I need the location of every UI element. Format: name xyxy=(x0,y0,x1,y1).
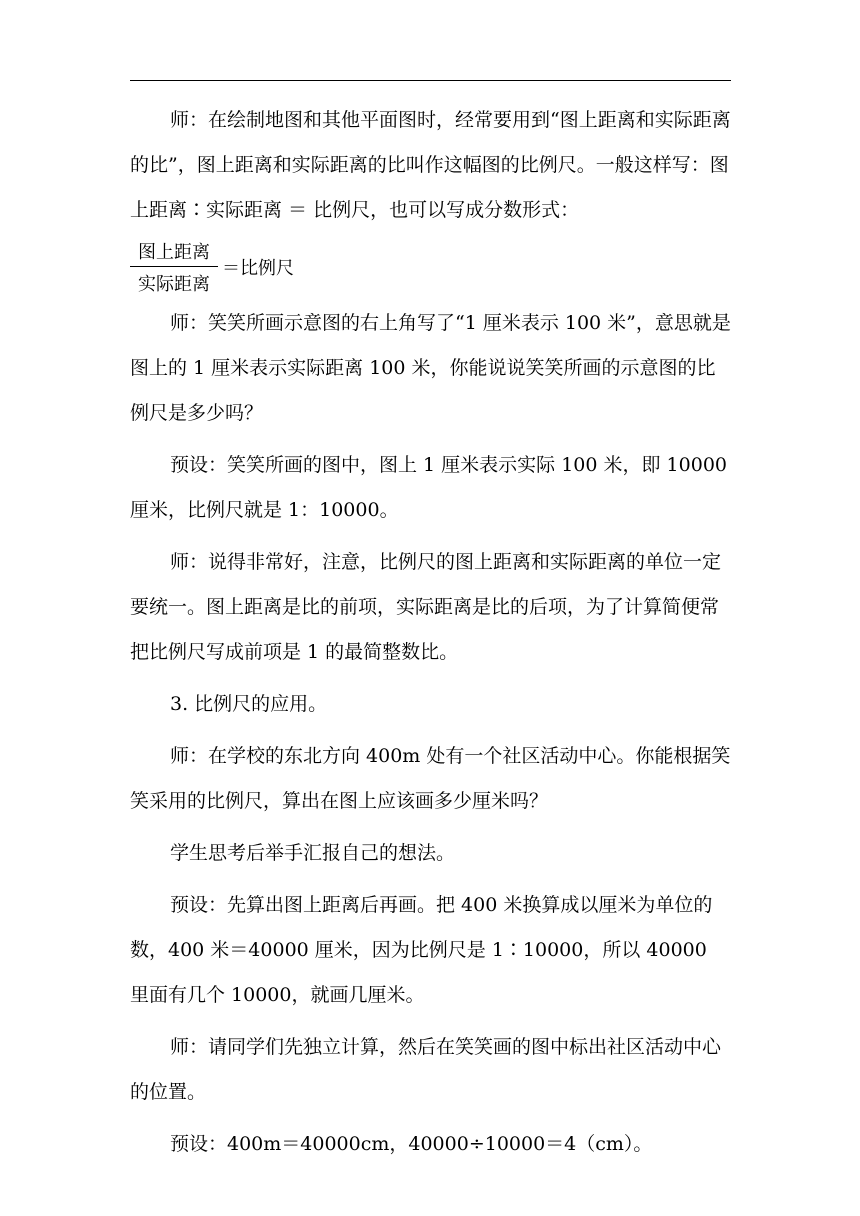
paragraph: 预设：400m＝40000cm，40000÷10000＝4（cm）。 xyxy=(170,1133,653,1155)
formula-result: ＝比例尺 xyxy=(222,258,294,279)
scale-formula xyxy=(130,238,731,296)
header-rule xyxy=(130,80,731,81)
document-body xyxy=(130,98,731,1174)
paragraph: 预设：笑笑所画的图中，图上 1 厘米表示实际 100 米，即 10000 厘米，比例尺就是 1：10000。 xyxy=(130,454,727,521)
paragraph: 师：在绘制地图和其他平面图时，经常要用到“图上距离和实际距离的比”，图上距离和实际距离的比叫作这幅图的比例尺。一般这样写：图上距离∶实际距离 ＝ 比例尺，也可以写成分数形式： xyxy=(130,109,731,221)
paragraph: 师：请同学们先独立计算，然后在笑笑画的图中标出社区活动中心的位置。 xyxy=(130,1036,722,1103)
paragraph: 学生思考后举手汇报自己的想法。 xyxy=(170,842,456,864)
paragraph: 师：笑笑所画示意图的右上角写了“1 厘米表示 100 米”，意思就是图上的 1 厘米表示实际距离 100 米，你能说说笑笑所画的示意图的比例尺是多少吗？ xyxy=(130,312,731,424)
formula-fraction xyxy=(130,238,218,296)
paragraph: 师：在学校的东北方向 400m 处有一个社区活动中心。你能根据笑笑采用的比例尺，算出在图上应该画多少厘米吗？ xyxy=(130,745,731,812)
paragraph: 师：说得非常好，注意，比例尺的图上距离和实际距离的单位一定要统一。图上距离是比的前项，实际距离是比的后项，为了计算简便常把比例尺写成前项是 1 的最简整数比。 xyxy=(130,551,722,663)
paragraph: 预设：先算出图上距离后再画。把 400 米换算成以厘米为单位的数，400 米＝40000 厘米，因为比例尺是 1∶10000，所以 40000 里面有几个 10000，就画几厘米。 xyxy=(130,894,713,1006)
formula-denominator: 实际距离 xyxy=(138,274,210,295)
section-heading: 3. 比例尺的应用。 xyxy=(170,693,328,715)
formula-numerator: 图上距离 xyxy=(138,242,210,263)
